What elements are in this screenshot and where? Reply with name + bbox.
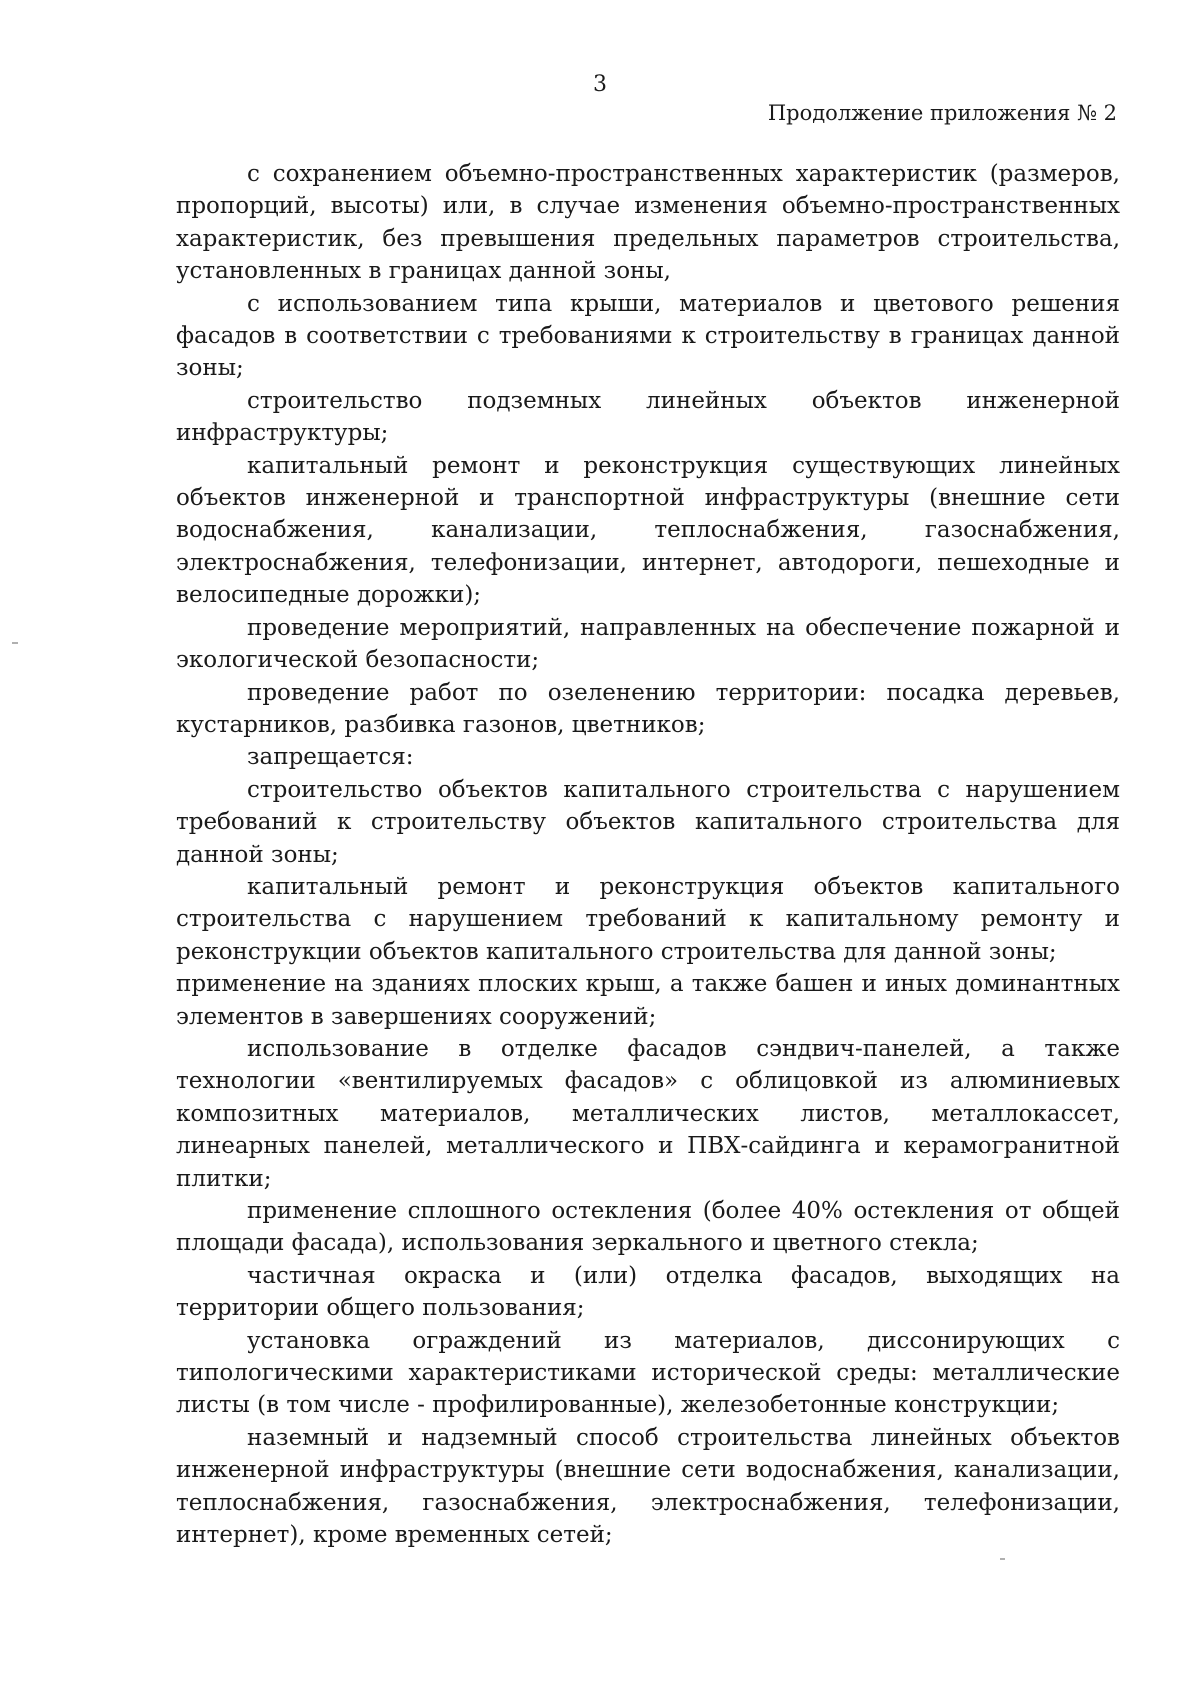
paragraph: с сохранением объемно-пространственных характеристик (размеров, пропорций, высоты) или, в случае изменения объемно-пространственных характеристик, без превышения предельных параметров строительства, установленных в границах данной зоны, [176,161,1120,285]
paragraph: запрещается: [247,744,414,771]
paragraph: применение на зданиях плоских крыш, а также башен и иных доминантных элементов в завершениях сооружений; [176,971,1120,1030]
paragraph: строительство подземных линейных объектов инженерной инфраструктуры; [176,387,1120,447]
paragraph: установка ограждений из материалов, диссонирующих с типологическими характеристиками исторической среды: металлические листы (в том числе - профилированные), железобетонные конструкции; [176,1327,1120,1419]
paragraph: капитальный ремонт и реконструкция объектов капитального строительства с нарушением требований к капитальному ремонту и реконструкции объектов капитального строительства для данной зоны; [176,873,1120,965]
paragraph: наземный и надземный способ строительства линейных объектов инженерной инфраструктуры (внешние сети водоснабжения, канализации, теплоснабжения, газоснабжения, электроснабжения, телефонизации, интернет), кроме временных сетей; [176,1424,1120,1549]
scan-artifact-mark [12,642,18,644]
paragraph: использование в отделке фасадов сэндвич-панелей, а также технологии «вентилируемых фасадов» с облицовкой из алюминиевых композитных материалов, металлических листов, металлокассет, линеарных панелей, металлического и ПВХ-сайдинга и керамогранитной плитки; [176,1035,1120,1192]
body-text [176,158,1120,1551]
page-number: 3 [593,72,607,97]
paragraph: проведение мероприятий, направленных на обеспечение пожарной и экологической безопасности; [176,614,1120,674]
paragraph: проведение работ по озеленению территории: посадка деревьев, кустарников, разбивка газонов, цветников; [176,679,1120,738]
appendix-continuation-label: Продолжение приложения № 2 [767,101,1117,125]
paragraph: применение сплошного остекления (более 40% остекления от общей площади фасада), использования зеркального и цветного стекла; [176,1198,1120,1257]
paragraph: строительство объектов капитального строительства с нарушением требований к строительству объектов капитального строительства для данной зоны; [176,776,1120,868]
paragraph: капитальный ремонт и реконструкция существующих линейных объектов инженерной и транспортной инфраструктуры (внешние сети водоснабжения, канализации, теплоснабжения, газоснабжения, электроснабжения, телефонизации, интернет, автодороги, пешеходные и велосипедные дорожки); [176,452,1120,609]
paragraph: частичная окраска и (или) отделка фасадов, выходящих на территории общего пользования; [176,1262,1120,1322]
paragraph: с использованием типа крыши, материалов и цветового решения фасадов в соответствии с требованиями к строительству в границах данной зоны; [176,290,1120,382]
scan-artifact-mark [1000,1558,1005,1560]
